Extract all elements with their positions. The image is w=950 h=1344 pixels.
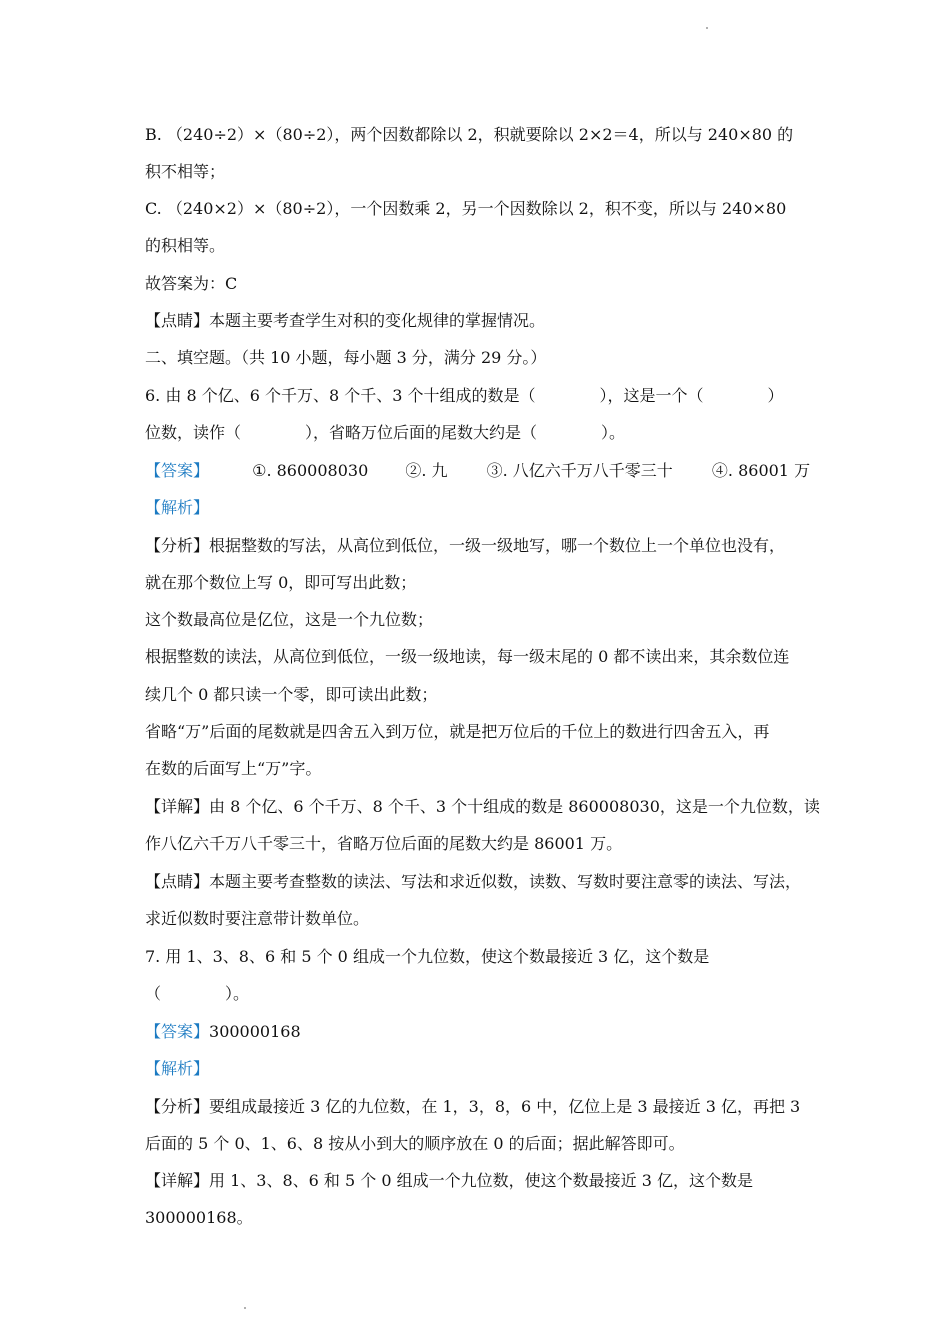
dianjing-paragraph — [145, 310, 545, 332]
question-6-line-2: 位数，读作（ ），省略万位后面的尾数大约是（ ）。 — [145, 423, 626, 442]
q7-fenxi-line-1 — [145, 1096, 800, 1118]
xiangjie-tag-2: 【详解】 — [145, 1171, 210, 1190]
q6-fenxi-line-1 — [145, 535, 785, 557]
dianjing-text: 本题主要考查学生对积的变化规律的掌握情况。 — [209, 311, 546, 330]
q6-fenxi-line-5: 续几个 0 都只读一个零，即可读出此数； — [145, 685, 438, 704]
q7-fenxi-line-2: 后面的 5 个 0、1、6、8 按从小到大的顺序放在 0 的后面；据此解答即可。 — [145, 1134, 685, 1153]
q7-xiangjie-line-2: 300000168。 — [145, 1208, 253, 1227]
option-c-line-2: 的积相等。 — [145, 236, 226, 255]
answer-4: ④. 86001 万 — [711, 461, 811, 480]
option-b-line-2: 积不相等； — [145, 162, 226, 181]
answer-2: ②. 九 — [405, 461, 448, 480]
question-6-answer — [145, 460, 810, 482]
xiangjie-tag: 【详解】 — [145, 797, 210, 816]
q6-xiangjie-line-1 — [145, 796, 820, 818]
q6-dianjing-line-2: 求近似数时要注意带计数单位。 — [145, 909, 370, 928]
answer-1: ①. 860008030 — [252, 461, 369, 480]
q6-dianjing-line-1 — [145, 871, 801, 893]
section-heading: 二、填空题。（共 10 小题，每小题 3 分，满分 29 分。） — [145, 348, 547, 367]
q6-fenxi-line-6: 省略“万”后面的尾数就是四舍五入到万位，就是把万位后的千位上的数进行四舍五入，再 — [145, 722, 770, 741]
q6-fenxi-line-3: 这个数最高位是亿位，这是一个九位数； — [145, 610, 434, 629]
answer-tag: 【答案】 — [145, 461, 210, 480]
question-7-line-2: （ ）。 — [145, 984, 250, 1003]
question-6-line-1: 6. 由 8 个亿、6 个千万、8 个千、3 个十组成的数是（ ），这是一个（ ） — [145, 386, 784, 405]
q6-xiangjie-line-2: 作八亿六千万八千零三十，省略万位后面的尾数大约是 86001 万。 — [145, 834, 623, 853]
q7-fenxi-text-1: 要组成最接近 3 亿的九位数，在 1，3，8，6 中，亿位上是 3 最接近 3 亿，再把 3 — [209, 1097, 801, 1116]
option-c-line-1: C. （240×2）×（80÷2），一个因数乘 2，另一个因数除以 2，积不变，所以与 240×80 — [145, 199, 787, 218]
answer-tag-2: 【答案】 — [145, 1022, 210, 1041]
question-7-answer — [145, 1021, 301, 1043]
analysis-tag: 【解析】 — [145, 498, 210, 517]
option-b-line-1: B. （240÷2）×（80÷2），两个因数都除以 2，积就要除以 2×2＝4，所以与 240×80 的 — [145, 125, 794, 144]
header-dot — [706, 27, 708, 29]
q6-fenxi-line-7: 在数的后面写上“万”字。 — [145, 759, 322, 778]
answer-3: ③. 八亿六千万八千零三十 — [486, 461, 673, 480]
q6-fenxi-line-4: 根据整数的读法，从高位到低位，一级一级地读，每一级末尾的 0 都不读出来，其余数位连 — [145, 647, 790, 666]
q6-fenxi-text-1: 根据整数的写法，从高位到低位，一级一级地写，哪一个数位上一个单位也没有， — [209, 536, 786, 555]
q6-fenxi-line-2: 就在那个数位上写 0，即可写出此数； — [145, 573, 417, 592]
fenxi-tag: 【分析】 — [145, 536, 210, 555]
dianjing-tag-2: 【点睛】 — [145, 872, 210, 891]
q6-dianjing-text-1: 本题主要考查整数的读法、写法和求近似数，读数、写数时要注意零的读法、写法， — [209, 872, 802, 891]
q7-xiangjie-line-1 — [145, 1170, 753, 1192]
q7-xiangjie-text-1: 用 1、3、8、6 和 5 个 0 组成一个九位数，使这个数最接近 3 亿，这个数是 — [209, 1171, 753, 1190]
fenxi-tag-2: 【分析】 — [145, 1097, 210, 1116]
q7-answer-value: 300000168 — [209, 1022, 301, 1041]
q6-xiangjie-text-1: 由 8 个亿、6 个千万、8 个千、3 个十组成的数是 860008030，这是一个九位数，读 — [209, 797, 820, 816]
analysis-tag-2: 【解析】 — [145, 1059, 210, 1078]
dianjing-tag: 【点睛】 — [145, 311, 210, 330]
footer-dot — [244, 1307, 246, 1309]
question-7-line-1: 7. 用 1、3、8、6 和 5 个 0 组成一个九位数，使这个数最接近 3 亿，这个数是 — [145, 947, 710, 966]
final-answer: 故答案为：C — [145, 274, 238, 293]
